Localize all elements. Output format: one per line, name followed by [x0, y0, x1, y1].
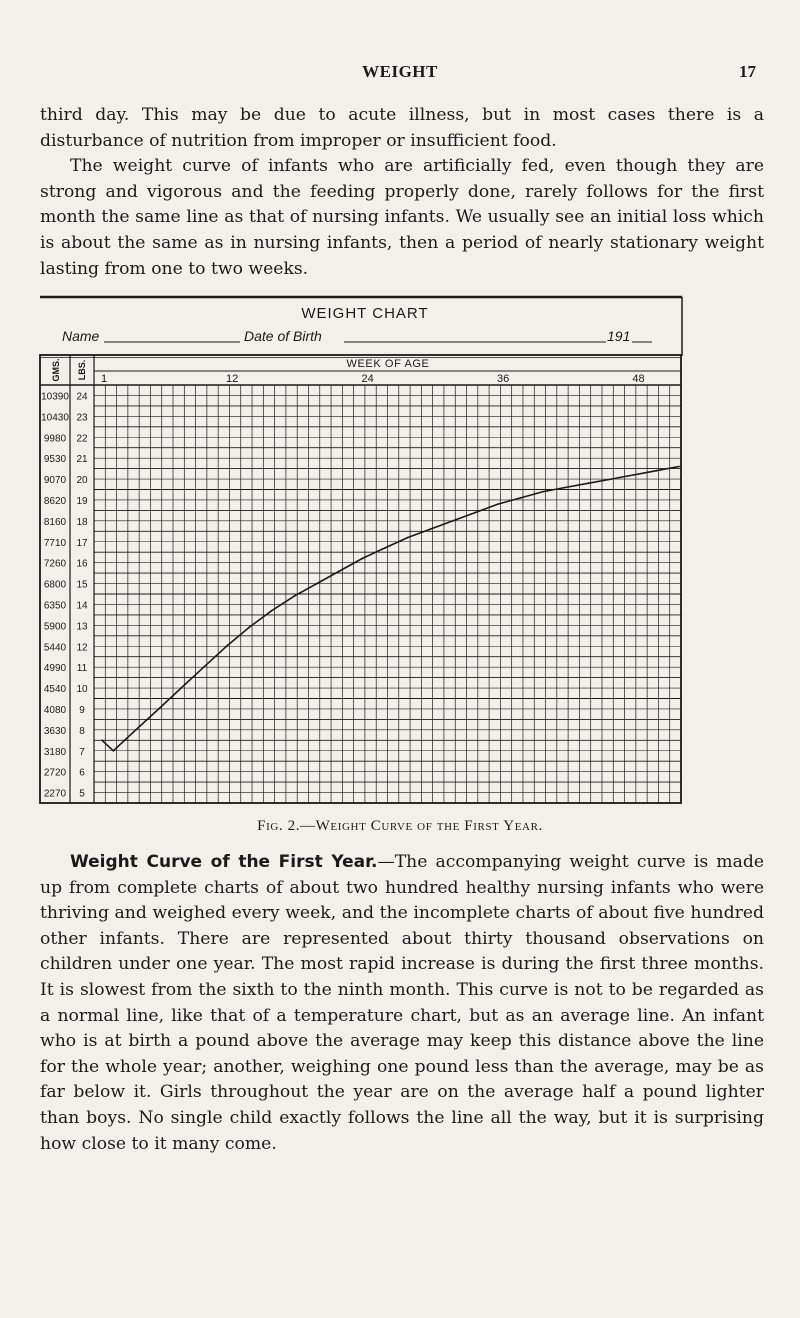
figure-caption: Fig. 2.—Weight Curve of the First Year.: [257, 818, 543, 834]
x-axis-labels: [101, 373, 645, 385]
weight-curve-point: [565, 487, 567, 489]
y-tick-gms: 5900: [43, 621, 67, 633]
page-number: 17: [739, 62, 756, 81]
paragraph-weight-curve-body: —The accompanying weight curve is made up from complete charts of about two hundred healthy nursing infants who were thriving and weighed every week, and the incomplete charts of about five hundred other infants. There are represented about thirty thousand observations on children under one year. The most rapid increase is during the first three months. It is slowest from the sixth to the ninth month. This curve is not to be regarded as a normal line, like that of a temperature chart, but as an average line. An infant who is at birth a pound above the average may keep this distance above the line for the whole year; another, weighing one pound less than the average, may be as far below it. Girls throughout the year are on the average half a pound lighter than boys. No single child exactly follows the line all the way, but it is surprising how close to it many come.: [40, 852, 764, 1154]
weight-curve-point: [316, 583, 318, 585]
form-dob-label: Date of Birth: [244, 328, 322, 344]
y-tick-gms: 3630: [43, 725, 67, 737]
weight-curve-point: [407, 537, 409, 539]
paragraph-artificial-feeding: The weight curve of infants who are artificially fed, even though they are strong and vigorous and the feeding properly done, rarely follows for the first month the same line as that of nursing infants. We usually see an initial loss which is about the same as in nursing infants, then a period of nearly stationary weight lasting from one to two weeks.: [40, 156, 764, 279]
y-tick-lbs: 10: [76, 684, 88, 696]
y-tick-lbs: 9: [79, 704, 85, 716]
weight-curve-point: [633, 474, 635, 476]
y-tick-gms: 9980: [43, 433, 67, 445]
y-tick-gms: 6350: [43, 600, 67, 612]
weight-curve-point: [112, 750, 114, 752]
y-tick-gms: 3180: [43, 746, 67, 758]
weight-curve-point: [656, 470, 658, 472]
weight-curve-line: [102, 467, 679, 751]
x-tick-label: 36: [496, 373, 510, 385]
y-tick-gms: 4990: [43, 663, 67, 675]
weight-curve-point: [226, 645, 228, 647]
y-tick-gms: 2270: [43, 788, 67, 800]
weight-curve-point: [520, 497, 522, 499]
y-tick-lbs: 21: [76, 454, 88, 466]
y-tick-gms: 7260: [43, 558, 67, 570]
chart-frame: [40, 355, 681, 803]
weight-curve-point: [248, 627, 250, 629]
y-tick-lbs: 24: [76, 391, 88, 403]
form-name-label: Name: [62, 328, 100, 344]
weight-curve-point: [361, 558, 363, 560]
y-tick-lbs: 16: [76, 558, 88, 570]
y-tick-lbs: 11: [76, 663, 88, 675]
y-tick-lbs: 15: [76, 579, 88, 591]
weight-curve-point: [452, 520, 454, 522]
x-tick-label: 24: [361, 373, 374, 385]
paragraph-run-in-title: Weight Curve of the First Year.: [70, 852, 378, 872]
x-tick-label: 1: [100, 373, 108, 385]
y-tick-gms: 7710: [43, 537, 67, 549]
y-tick-lbs: 13: [76, 621, 88, 633]
y-tick-lbs: 12: [76, 642, 88, 654]
y-tick-gms: 9530: [43, 454, 67, 466]
y-tick-lbs: 8: [79, 725, 85, 737]
y-tick-lbs: 14: [76, 600, 88, 612]
weight-curve-point: [203, 666, 205, 668]
weight-curve-point: [271, 610, 273, 612]
y-tick-gms: 8160: [43, 516, 67, 528]
y-tick-gms: 4080: [43, 704, 67, 716]
y-tick-gms: 10390: [41, 391, 69, 403]
x-tick-label: 12: [226, 373, 239, 385]
y-tick-lbs: 5: [79, 788, 85, 800]
weight-curve-point: [339, 570, 341, 572]
weight-curve-point: [124, 739, 126, 741]
chart-title: WEIGHT CHART: [301, 305, 429, 322]
lbs-header: LBS.: [77, 359, 87, 381]
week-of-age-header: WEEK OF AGE: [346, 358, 430, 370]
weight-curve-point: [384, 547, 386, 549]
y-tick-lbs: 17: [76, 537, 88, 549]
form-year-label: 191: [607, 328, 631, 344]
weight-curve-point: [293, 595, 295, 597]
chart-grid: [94, 385, 681, 803]
running-head-title: WEIGHT: [362, 62, 438, 81]
gms-header: GMS.: [51, 358, 61, 382]
y-tick-gms: 5440: [43, 642, 67, 654]
weight-curve-point: [158, 708, 160, 710]
y-tick-gms: 10430: [41, 412, 69, 424]
weight-curve-point: [180, 687, 182, 689]
x-tick-label: 48: [632, 373, 645, 385]
weight-curve-point: [610, 478, 612, 480]
body-text-bottom: [40, 850, 764, 1157]
weight-curve-point: [542, 491, 544, 493]
y-tick-gms: 4540: [43, 684, 67, 696]
weight-curve-point: [678, 466, 680, 468]
y-tick-lbs: 7: [79, 746, 85, 758]
paragraph-continued: third day. This may be due to acute illness, but in most cases there is a disturbance of nutrition from improper or insufficient food.: [40, 105, 764, 151]
weight-curve-point: [497, 503, 499, 505]
weight-curve-point: [588, 482, 590, 484]
y-tick-gms: 2720: [43, 767, 67, 779]
y-tick-gms: 8620: [43, 495, 67, 507]
y-tick-lbs: 23: [76, 412, 88, 424]
y-tick-lbs: 6: [79, 767, 85, 779]
y-tick-gms: 9070: [43, 475, 67, 487]
weight-curve-point: [101, 739, 103, 741]
y-tick-lbs: 18: [76, 516, 88, 528]
y-tick-lbs: 22: [76, 433, 88, 445]
y-axis-labels: [41, 391, 88, 799]
weight-curve-point: [429, 528, 431, 530]
weight-curve-point: [475, 512, 477, 514]
y-tick-lbs: 19: [76, 495, 88, 507]
y-tick-lbs: 20: [76, 475, 88, 487]
paragraph-weight-curve: [40, 850, 764, 1157]
y-tick-gms: 6800: [43, 579, 67, 591]
weight-curve-point: [135, 729, 137, 731]
